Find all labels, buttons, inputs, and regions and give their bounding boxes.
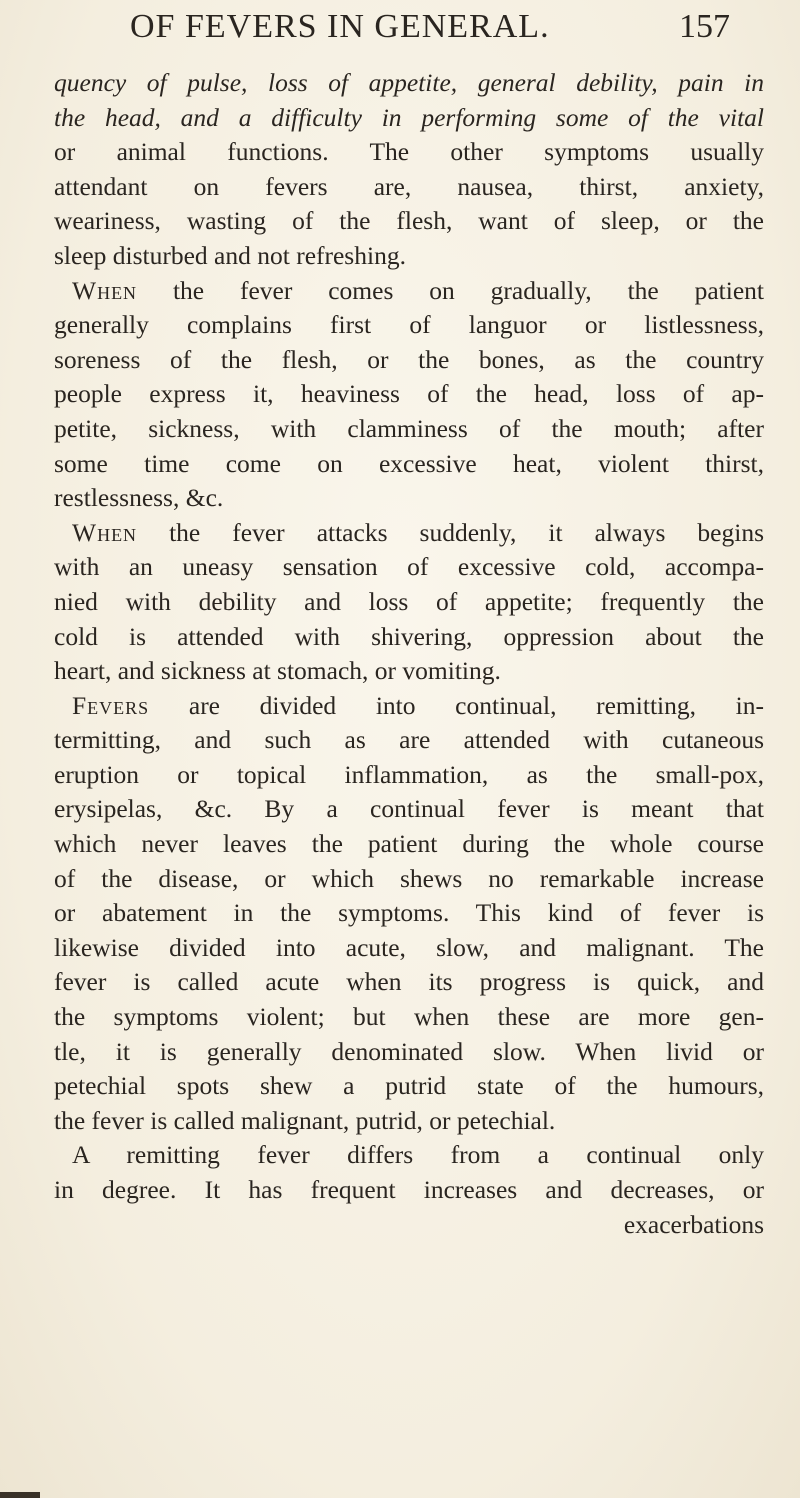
text-line: likewise divided into acute, slow, and malignant. The: [54, 932, 764, 962]
text-line: nied with debility and loss of appetite; frequently the: [54, 586, 764, 616]
paragraph-start-line: A remitting fever differs from a continual only: [72, 1140, 764, 1170]
text-line: with an uneasy sensation of excessive cold, accompa-: [54, 552, 764, 582]
text-line: attendant on fevers are, nausea, thirst, anxiety,: [54, 171, 764, 201]
paragraph-start-line: When the fever comes on gradually, the patient: [72, 275, 764, 305]
text-line: the symptoms violent; but when these are more gen-: [54, 1002, 764, 1032]
paragraph-start-line: Fevers are divided into continual, remitting, in-: [72, 690, 764, 720]
paragraph-start-line: When the fever attacks suddenly, it always begins: [72, 517, 764, 547]
running-head: OF FEVERS IN GENERAL.: [130, 8, 550, 45]
text-line: the head, and a difficulty in performing some of the vital: [54, 102, 764, 132]
text-line: sleep disturbed and not refreshing.: [54, 240, 406, 270]
page-edge-shadow: [0, 1492, 40, 1498]
text-line: eruption or topical inflammation, as the small-pox,: [54, 759, 764, 789]
text-line: heart, and sickness at stomach, or vomiting.: [54, 656, 501, 686]
text-line: quency of pulse, loss of appetite, general debility, pain in: [54, 68, 764, 97]
text-line: which never leaves the patient during the whole course: [54, 829, 764, 859]
text-line: weariness, wasting of the flesh, want of sleep, or the: [54, 206, 764, 236]
text-line: or animal functions. The other symptoms usually: [54, 137, 764, 167]
text-line: petite, sickness, with clamminess of the mouth; after: [54, 413, 764, 443]
text-line: generally complains first of languor or listlessness,: [54, 310, 764, 340]
text-line: soreness of the flesh, or the bones, as the country: [54, 344, 764, 374]
body-text: [54, 66, 764, 1242]
text-line: erysipelas, &c. By a continual fever is meant that: [54, 794, 764, 824]
text-line: people express it, heaviness of the head, loss of ap-: [54, 379, 764, 409]
text-line: in degree. It has frequent increases and decreases, or: [54, 1175, 764, 1204]
text-line: or abatement in the symptoms. This kind of fever is: [54, 898, 764, 928]
text-line: some time come on excessive heat, violent thirst,: [54, 448, 764, 478]
text-line: fever is called acute when its progress is quick, and: [54, 967, 764, 997]
text-line: termitting, and such as are attended with cutaneous: [54, 725, 764, 755]
text-line: tle, it is generally denominated slow. When livid or: [54, 1036, 764, 1066]
page-header: [130, 8, 730, 52]
text-line: restlessness, &c.: [54, 483, 224, 513]
text-line: cold is attended with shivering, oppression about the: [54, 621, 764, 651]
page-number: 157: [679, 8, 730, 45]
text-line: the fever is called malignant, putrid, or petechial.: [54, 1105, 556, 1135]
text-line: petechial spots shew a putrid state of the humours,: [54, 1071, 764, 1101]
text-line: of the disease, or which shews no remarkable increase: [54, 863, 764, 893]
catchword-line: exacerbations: [623, 1209, 764, 1239]
